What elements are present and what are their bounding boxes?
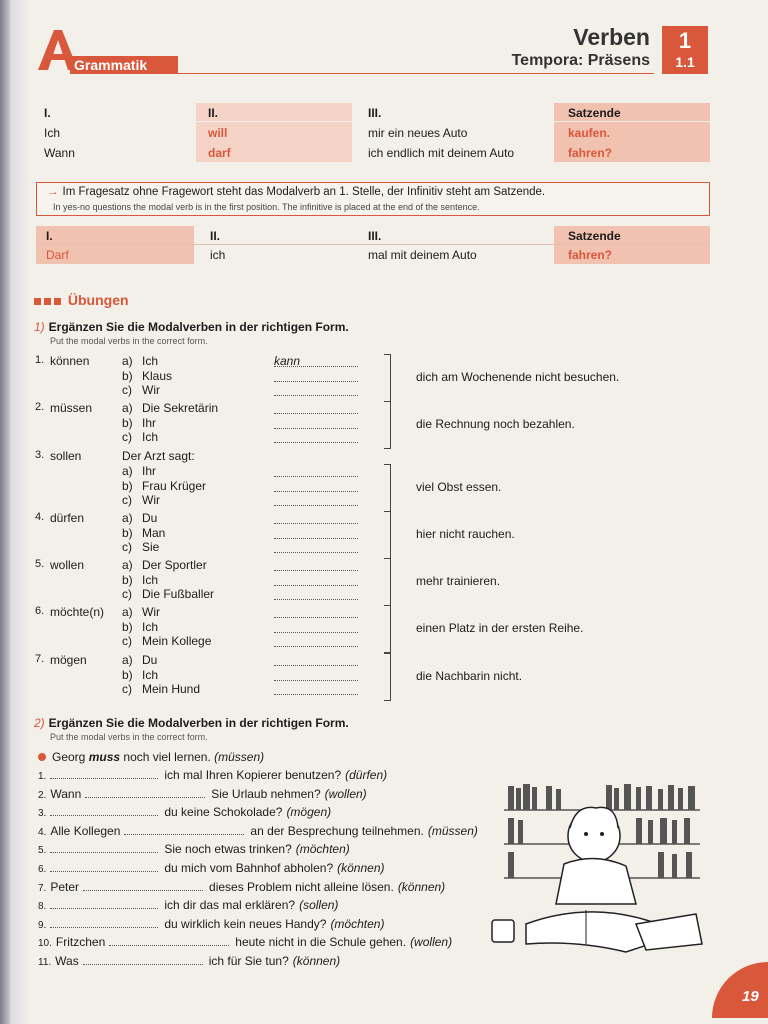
- exercise1-blank[interactable]: [274, 513, 358, 524]
- exercise2-item: [38, 842, 350, 856]
- exercise2-instruction-en: Put the modal verbs in the correct form.: [50, 732, 208, 742]
- exercise2-item-text: heute nicht in die Schule gehen.: [235, 935, 407, 950]
- page-number: 19: [742, 988, 759, 1005]
- exercise2-item-text: Sie Urlaub nehmen?: [211, 786, 321, 801]
- page-title: Verben: [573, 24, 650, 50]
- exercise1-item-subject: Du: [142, 653, 158, 667]
- exercise2-blank[interactable]: [50, 917, 158, 928]
- exercise2-item-pre: Fritzchen: [55, 935, 106, 950]
- exercise1-item-letter: c): [122, 383, 132, 397]
- exercise2-hint: (sollen): [299, 898, 339, 913]
- exercise1-blank[interactable]: [274, 418, 358, 429]
- example-dot-icon: [38, 753, 46, 761]
- exercise2-instruction: [34, 716, 349, 730]
- exercise2-hint: (möchten): [330, 916, 385, 931]
- exercise1-item-letter: b): [122, 619, 133, 634]
- exercise1-item-letter: c): [122, 540, 132, 554]
- table2-cell: Darf: [46, 248, 69, 262]
- exercise2-item-text: ich für Sie tun?: [208, 954, 289, 968]
- exercise1-instruction-en: Put the modal verbs in the correct form.: [50, 336, 208, 346]
- table1-header-4: Satzende: [554, 103, 710, 121]
- exercise1-verb: dürfen: [50, 511, 85, 525]
- chapter-number: 1: [678, 28, 692, 53]
- table1-cell: fahren?: [568, 146, 613, 160]
- exercise1-item-number: 2.: [35, 401, 45, 413]
- exercise2-item: [38, 824, 478, 838]
- exercise1-item-subject: Ihr: [142, 464, 157, 478]
- section-label: Grammatik: [70, 56, 178, 74]
- exercise1-item-subject: Klaus: [142, 368, 173, 383]
- table2-header-3: III.: [368, 229, 382, 243]
- exercise1-blank[interactable]: [274, 607, 358, 618]
- example-hint: (müssen): [214, 750, 265, 764]
- exercise1-item-subject: Der Sportler: [142, 558, 207, 572]
- page-subtitle: Tempora: Präsens: [511, 52, 650, 69]
- table1-cell: kaufen.: [568, 126, 611, 140]
- table2-divider: [36, 244, 710, 245]
- exercise2-item-pre: Peter: [50, 879, 80, 894]
- exercise1-item-subject: Mein Kollege: [142, 634, 212, 648]
- exercise2-blank[interactable]: [50, 842, 158, 853]
- exercise2-hint: (möchten): [295, 842, 350, 857]
- exercise1-item-subject: Frau Krüger: [142, 478, 207, 493]
- arrow-icon: →: [47, 186, 59, 198]
- exercise2-item: [38, 917, 384, 931]
- exercise2-item-number: 2.: [38, 789, 47, 801]
- exercise2-item: [38, 880, 445, 894]
- exercise1-item-letter: a): [122, 464, 133, 478]
- exercise1-item-subject: Ich: [142, 572, 159, 587]
- exercise2-item-number: 5.: [38, 845, 47, 857]
- exercise1-title: Ergänzen Sie die Modalverben in der richtigen Form.: [48, 320, 349, 334]
- exercise1-blank[interactable]: [274, 622, 358, 633]
- exercise2-item-text: an der Besprechung teilnehmen.: [250, 823, 424, 838]
- exercise2-item-text: ich dir das mal erklären?: [164, 898, 296, 913]
- exercise1-bracket: [384, 605, 391, 653]
- exercise1-item-subject: Ich: [142, 354, 159, 368]
- exercise1-number: 1): [34, 320, 45, 334]
- table2-cell: ich: [210, 248, 226, 262]
- exercise1-sentence-end: einen Platz in der ersten Reihe.: [416, 621, 584, 635]
- exercise2-hint: (dürfen): [345, 768, 388, 782]
- exercise1-item-letter: a): [122, 401, 133, 415]
- exercise2-item: [38, 861, 385, 875]
- exercise1-bracket: [384, 464, 391, 512]
- exercise1-item-subject: Wir: [142, 383, 160, 397]
- exercise2-hint: (können): [337, 861, 385, 875]
- exercise2-blank[interactable]: [50, 768, 158, 779]
- exercise2-item-text: dieses Problem nicht alleine lösen.: [209, 879, 394, 894]
- exercise1-instruction: [34, 320, 349, 334]
- table1-cell: will: [208, 126, 228, 140]
- exercise1-blank[interactable]: [274, 528, 358, 539]
- exercise1-item-subject: Wir: [142, 605, 160, 619]
- exercise1-bracket: [384, 653, 391, 701]
- table2-cell: fahren?: [568, 248, 613, 262]
- book-spine-shadow: [0, 0, 10, 1024]
- note-german: [47, 186, 545, 198]
- exercise1-sentence-end: hier nicht rauchen.: [416, 527, 515, 541]
- table1-cell: darf: [208, 146, 231, 160]
- exercise1-item-number: 6.: [35, 605, 45, 617]
- exercise1-item-letter: a): [122, 653, 133, 667]
- exercise2-hint: (wollen): [410, 935, 453, 950]
- exercise1-item-letter: c): [122, 682, 132, 696]
- table2-header-2: II.: [210, 229, 221, 243]
- exercise2-item: [38, 787, 367, 801]
- exercise1-item-letter: b): [122, 667, 133, 682]
- exercise1-sentence-end: dich am Wochenende nicht besuchen.: [416, 370, 620, 384]
- exercise1-bracket: [384, 354, 391, 402]
- exercise2-item-text: du mich vom Bahnhof abholen?: [164, 861, 334, 875]
- exercise2-item: [38, 898, 338, 912]
- table2-header-4: Satzende: [568, 229, 621, 243]
- exercise1-bracket: [384, 401, 391, 449]
- exercise1-item-subject: Sie: [142, 540, 160, 554]
- exercise1-verb: mögen: [50, 653, 87, 667]
- exercise1-item-subject: Ich: [142, 430, 159, 444]
- student-reading-illustration: [486, 774, 708, 964]
- exercise1-answer: kann: [274, 354, 301, 368]
- exercise1-blank[interactable]: [274, 371, 358, 382]
- exercise1-item-letter: b): [122, 525, 133, 540]
- example-post: noch viel lernen.: [123, 750, 211, 764]
- exercise1-verb: müssen: [50, 401, 93, 415]
- exercise2-item-number: 10.: [38, 938, 52, 950]
- exercise2-hint: (können): [397, 879, 446, 894]
- exercise2-title: Ergänzen Sie die Modalverben in der richtigen Form.: [48, 716, 349, 730]
- exercise1-blank[interactable]: [274, 481, 358, 492]
- grammar-note-box: [36, 182, 710, 216]
- subchapter-number: 1.1: [675, 54, 695, 70]
- exercise2-blank[interactable]: [124, 824, 244, 835]
- exercise2-blank[interactable]: [85, 787, 205, 798]
- note-english: In yes-no questions the modal verb is in the first position. The infinitive is placed at the end of the sentence.: [53, 202, 480, 212]
- exercise2-item: [38, 768, 387, 782]
- exercise1-blank[interactable]: [274, 432, 358, 443]
- exercise2-item-number: 4.: [38, 826, 47, 838]
- exercise2-item-number: 9.: [38, 919, 47, 931]
- table1-header-3: III.: [368, 106, 382, 120]
- exercise1-item-letter: c): [122, 634, 132, 648]
- exercise1-blank[interactable]: [274, 403, 358, 414]
- exercise1-item-letter: b): [122, 368, 133, 383]
- exercise1-item-letter: c): [122, 493, 132, 507]
- exercise1-item-subject: Mein Hund: [142, 682, 201, 696]
- note-german-text: Im Fragesatz ohne Fragewort steht das Modalverb an 1. Stelle, der Infinitiv steht am Satzende.: [62, 186, 546, 198]
- exercise2-hint: (können): [292, 954, 341, 968]
- table1-cell: Ich: [44, 126, 61, 140]
- exercise2-item: [38, 954, 340, 968]
- exercise1-blank[interactable]: [274, 655, 358, 666]
- exercise2-item: [38, 805, 331, 819]
- exercise2-example: [38, 750, 264, 764]
- exercise1-verb: wollen: [50, 558, 85, 572]
- exercise2-item-text: Sie noch etwas trinken?: [164, 842, 292, 857]
- exercise2-item-number: 8.: [38, 901, 47, 913]
- exercise2-hint: (müssen): [427, 823, 478, 838]
- exercise2-blank[interactable]: [83, 954, 203, 965]
- table2-header-1: I.: [46, 229, 53, 243]
- header-rule: [178, 73, 654, 74]
- exercise2-item-number: 7.: [38, 882, 47, 894]
- exercise2-item-text: ich mal Ihren Kopierer benutzen?: [164, 768, 342, 782]
- table1-header-1: I.: [44, 106, 51, 120]
- exercise1-item-subject: Ich: [142, 619, 159, 634]
- table2-cell: mal mit deinem Auto: [368, 248, 477, 262]
- square-bullet-icon: [44, 298, 51, 305]
- exercise1-blank[interactable]: [274, 670, 358, 681]
- page-number-tab: [712, 962, 768, 1018]
- exercise1-verb: können: [50, 354, 90, 368]
- book-gutter: [10, 0, 30, 1024]
- exercise1-item-subject: Man: [142, 525, 166, 540]
- exercise1-item-letter: c): [122, 587, 132, 601]
- exercise1-blank[interactable]: [274, 495, 358, 506]
- exercise1-item-subject: Wir: [142, 493, 160, 507]
- section-heading-text: Übungen: [67, 292, 129, 308]
- exercise2-blank[interactable]: [50, 898, 158, 909]
- exercise1-item-letter: a): [122, 558, 133, 572]
- exercise2-item-pre: Wann: [50, 786, 82, 801]
- exercise2-item-number: 11.: [38, 957, 52, 968]
- exercise1-blank[interactable]: [274, 684, 358, 695]
- exercise2-blank[interactable]: [83, 880, 203, 891]
- exercise1-blank[interactable]: [274, 575, 358, 586]
- exercise1-item-number: 3.: [35, 449, 45, 461]
- exercise1-item-letter: b): [122, 478, 133, 493]
- exercise1-item-subject: Ihr: [142, 415, 157, 430]
- exercise1-blank[interactable]: [274, 466, 358, 477]
- exercise1-item-letter: a): [122, 605, 133, 619]
- section-heading: [34, 292, 129, 308]
- exercise1-item-letter: a): [122, 354, 133, 368]
- exercise1-item-subject: Ich: [142, 667, 159, 682]
- exercise2-blank[interactable]: [50, 805, 158, 816]
- exercise1-blank[interactable]: [274, 356, 358, 367]
- exercise2-hint: (mögen): [286, 805, 332, 820]
- exercise1-blank[interactable]: [274, 636, 358, 647]
- exercise2-number: 2): [34, 716, 45, 730]
- exercise1-verb: möchte(n): [50, 605, 105, 619]
- exercise1-blank[interactable]: [274, 542, 358, 553]
- exercise1-item-letter: c): [122, 430, 132, 444]
- exercise2-hint: (wollen): [324, 786, 367, 801]
- exercise1-sentence-end: viel Obst essen.: [416, 480, 502, 494]
- exercise1-item-subject: Die Fußballer: [142, 587, 215, 601]
- exercise1-verb: sollen: [50, 449, 82, 463]
- exercise1-intro: Der Arzt sagt:: [122, 449, 195, 463]
- exercise1-bracket: [384, 511, 391, 559]
- exercise1-blank[interactable]: [274, 560, 358, 571]
- exercise2-item-number: 6.: [38, 864, 47, 875]
- exercise2-item-number: 3.: [38, 808, 47, 820]
- exercise1-item-subject: Die Sekretärin: [142, 401, 219, 415]
- exercise2-item-number: 1.: [38, 771, 47, 782]
- exercise2-item: [38, 935, 452, 949]
- chapter-badge: [662, 26, 708, 74]
- exercise1-blank[interactable]: [274, 589, 358, 600]
- table1-cell: ich endlich mit deinem Auto: [368, 146, 515, 160]
- exercise1-bracket: [384, 558, 391, 606]
- exercise2-blank[interactable]: [50, 861, 158, 872]
- exercise1-item-number: 7.: [35, 653, 45, 665]
- exercise1-item-letter: b): [122, 572, 133, 587]
- exercise1-sentence-end: mehr trainieren.: [416, 574, 501, 588]
- table1-cell: Wann: [44, 146, 75, 160]
- exercise2-item-text: du wirklich kein neues Handy?: [164, 916, 327, 931]
- exercise1-item-number: 5.: [35, 558, 45, 570]
- exercise2-blank[interactable]: [109, 935, 229, 946]
- example-answer: muss: [88, 750, 121, 764]
- exercise1-sentence-end: die Rechnung noch bezahlen.: [416, 417, 575, 431]
- example-pre: Georg: [52, 750, 86, 764]
- exercise2-item-text: du keine Schokolade?: [164, 805, 283, 820]
- exercise1-blank[interactable]: [274, 385, 358, 396]
- square-bullet-icon: [34, 298, 41, 305]
- table1-header-2: II.: [196, 103, 352, 121]
- exercise1-sentence-end: die Nachbarin nicht.: [416, 669, 523, 683]
- exercise1-item-subject: Du: [142, 511, 158, 525]
- exercise2-item-pre: Alle Kollegen: [50, 823, 121, 838]
- exercise2-item-pre: Was: [55, 954, 79, 968]
- table1-cell: mir ein neues Auto: [368, 126, 468, 140]
- exercise1-item-letter: a): [122, 511, 133, 525]
- exercise1-item-letter: b): [122, 415, 133, 430]
- exercise1-item-number: 4.: [35, 511, 45, 523]
- exercise1-item-number: 1.: [35, 354, 45, 366]
- square-bullet-icon: [54, 298, 61, 305]
